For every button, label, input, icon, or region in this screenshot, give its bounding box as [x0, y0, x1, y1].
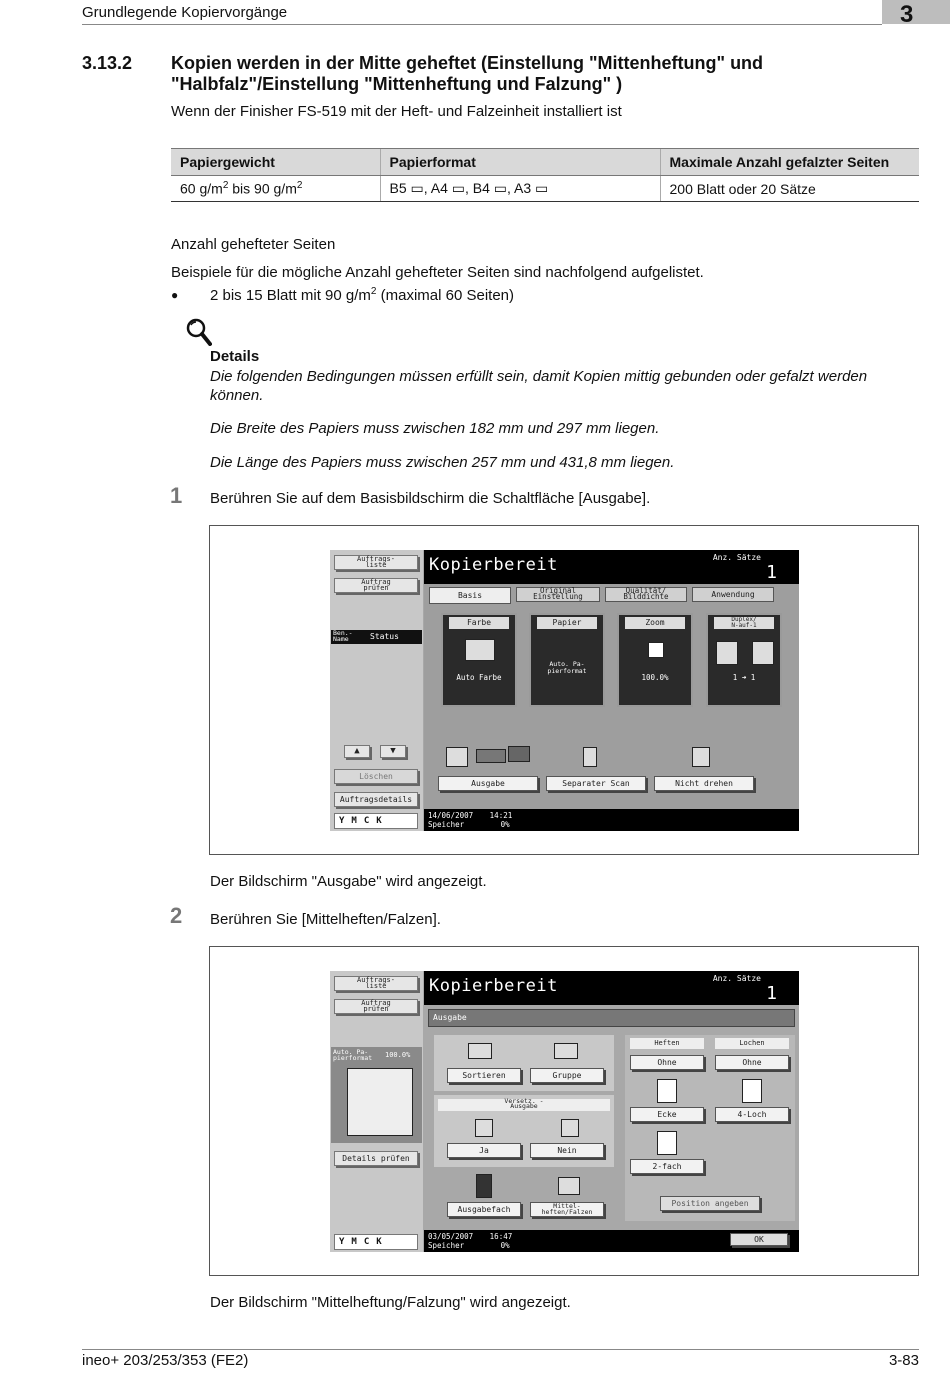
- left-panel: [330, 550, 423, 831]
- rotate-icon: [692, 747, 710, 767]
- job-list-button[interactable]: Auftrags- liste: [334, 976, 418, 991]
- zoom-icon: [648, 642, 664, 658]
- step-result: Der Bildschirm "Ausgabe" wird angezeigt.: [210, 873, 487, 890]
- job-list-button[interactable]: Auftrags- liste: [334, 555, 418, 570]
- toner-indicator: YMCK: [334, 813, 418, 829]
- time-text: 14:21: [489, 811, 513, 820]
- job-details-button[interactable]: Auftragsdetails: [334, 792, 418, 807]
- copier-screen-basis: [330, 550, 799, 831]
- scroll-up-button[interactable]: ▲: [344, 745, 370, 758]
- toner-indicator: YMCK: [334, 1234, 418, 1250]
- table-header-row: [171, 149, 919, 176]
- check-job-button[interactable]: Auftrag prüfen: [334, 999, 418, 1014]
- footer-rule: [82, 1349, 919, 1350]
- copies-label: Anz. Sätze: [712, 553, 761, 562]
- sort-button[interactable]: Sortieren: [447, 1068, 521, 1083]
- copies-count: 1: [766, 983, 777, 1004]
- screen-title: Kopierbereit: [429, 555, 558, 575]
- step-number: 2: [170, 903, 183, 928]
- output-tray-icon: [476, 1174, 492, 1198]
- group-button[interactable]: Gruppe: [530, 1068, 604, 1083]
- details-text: Die Breite des Papiers muss zwischen 182 mm und 297 mm liegen.: [210, 420, 660, 437]
- offset-no-button[interactable]: Nein: [530, 1143, 604, 1158]
- bullet-item: 2 bis 15 Blatt mit 90 $g/m^2$ (maximal 60 Seiten): [210, 286, 515, 304]
- four-hole-icon: [742, 1079, 762, 1103]
- step-number: 1: [170, 483, 183, 508]
- column-name: Ben.- Name: [333, 629, 353, 643]
- color-icon: [465, 639, 495, 661]
- fold-icon: [558, 1177, 580, 1195]
- table-cell-format: B5 ▭, A4 ▭, B4 ▭, A3 ▭: [380, 176, 660, 202]
- running-header: Grundlegende Kopiervorgänge: [82, 4, 288, 21]
- delete-button[interactable]: Löschen: [334, 769, 418, 784]
- panel-title: Ausgabe: [428, 1009, 795, 1027]
- two-staple-icon: [657, 1131, 677, 1155]
- table-row: [171, 176, 919, 202]
- offset-yes-button[interactable]: Ja: [447, 1143, 521, 1158]
- scroll-down-button[interactable]: ▼: [380, 745, 406, 758]
- section-intro: Wenn der Finisher FS-519 mit der Heft- und Falzeinheit installiert ist: [171, 103, 622, 120]
- chapter-tab: [882, 0, 950, 24]
- output-tray-button[interactable]: Ausgabefach: [447, 1202, 521, 1217]
- duplex-tile[interactable]: Duplex/ N-auf-1 1 ➜ 1: [706, 613, 782, 707]
- chapter-number: 3: [900, 1, 914, 28]
- no-rotate-button[interactable]: Nicht drehen: [654, 776, 754, 791]
- details-text: Die Länge des Papiers muss zwischen 257 mm und 431,8 mm liegen.: [210, 454, 675, 471]
- screenshot-frame: [209, 525, 919, 855]
- two-staple-button[interactable]: 2-fach: [630, 1159, 704, 1174]
- scan-icon: [583, 747, 597, 767]
- table-cell-max: 200 Blatt oder 20 Sätze: [660, 176, 919, 202]
- copier-screen-ausgabe: [330, 971, 799, 1252]
- date-text: 03/05/2007: [428, 1232, 474, 1241]
- copies-count: 1: [766, 562, 777, 583]
- header-rule: [82, 24, 882, 25]
- four-hole-button[interactable]: 4-Loch: [715, 1107, 789, 1122]
- left-panel: [330, 971, 423, 1252]
- check-details-button[interactable]: Details prüfen: [334, 1151, 418, 1166]
- details-text: Die folgenden Bedingungen müssen erfüllt sein, damit Kopien mittig gebunden oder gefalzt werden können.: [210, 368, 868, 404]
- punch-none-button[interactable]: Ohne: [715, 1055, 789, 1070]
- time-text: 16:47: [489, 1232, 513, 1241]
- offset-label: Versetz. - Ausgabe: [438, 1099, 610, 1111]
- table-cell-weight: 60 $g/m^2$ bis 90 $g/m^2$: [171, 176, 380, 202]
- staple-icon: [476, 749, 506, 763]
- center-staple-fold-button[interactable]: Mittel- heften/Falzen: [530, 1202, 604, 1217]
- position-button[interactable]: Position angeben: [660, 1196, 760, 1211]
- staple-none-button[interactable]: Ohne: [630, 1055, 704, 1070]
- spec-table: [171, 148, 919, 202]
- step-text: Berühren Sie auf dem Basisbildschirm die Schaltfläche [Ausgabe].: [210, 490, 651, 507]
- paragraph: Beispiele für die mögliche Anzahl gehefteter Seiten sind nachfolgend aufgelistet.: [171, 264, 704, 281]
- offset-yes-icon: [475, 1119, 493, 1137]
- punch-icon: [508, 746, 530, 762]
- ok-button[interactable]: OK: [730, 1233, 788, 1246]
- memory-value: 0%: [500, 1241, 510, 1250]
- table-header-cell: Papiergewicht: [171, 149, 380, 176]
- status-bar-top: [424, 550, 799, 584]
- bullet-icon: ●: [171, 288, 179, 302]
- page-number: 3-83: [888, 1352, 919, 1369]
- staple-label: Heften: [630, 1038, 704, 1049]
- separate-scan-button[interactable]: Separater Scan: [546, 776, 646, 791]
- offset-no-icon: [561, 1119, 579, 1137]
- corner-staple-icon: [657, 1079, 677, 1103]
- step-result: Der Bildschirm "Mittelheftung/Falzung" wird angezeigt.: [210, 1294, 571, 1311]
- table-header-cell: Papierformat: [380, 149, 660, 176]
- footer-product: ineo+ 203/253/353 (FE2): [82, 1352, 249, 1369]
- memory-value: 0%: [500, 820, 510, 829]
- duplex-icon: [716, 641, 738, 665]
- copies-label: Anz. Sätze: [712, 974, 761, 983]
- group-icon: [554, 1043, 578, 1059]
- table-header-cell: Maximale Anzahl gefalzter Seiten: [660, 149, 919, 176]
- sort-icon: [468, 1043, 492, 1059]
- status-bar-top: [424, 971, 799, 1005]
- tab-original[interactable]: Original Einstellung: [516, 587, 600, 602]
- duplex-icon: [752, 641, 774, 665]
- sort-icon: [446, 747, 468, 767]
- memory-label: Speicher: [428, 1241, 465, 1250]
- color-tile[interactable]: Farbe Auto Farbe: [441, 613, 517, 707]
- tab-basis[interactable]: Basis: [429, 587, 511, 604]
- step-text: Berühren Sie [Mittelheften/Falzen].: [210, 911, 441, 928]
- output-button[interactable]: Ausgabe: [438, 776, 538, 791]
- screen-title: Kopierbereit: [429, 976, 558, 996]
- screenshot-frame: [209, 946, 919, 1276]
- preview-icon: [347, 1068, 413, 1136]
- magnifier-icon: [186, 318, 212, 346]
- tab-quality[interactable]: Qualität/ Bilddichte: [605, 587, 687, 602]
- corner-button[interactable]: Ecke: [630, 1107, 704, 1122]
- paper-tile[interactable]: Papier Auto. Pa- pierformat: [529, 613, 605, 707]
- punch-label: Lochen: [715, 1038, 789, 1049]
- paper-info: Auto. Pa- pierformat: [333, 1048, 373, 1062]
- zoom-tile[interactable]: Zoom 100.0%: [617, 613, 693, 707]
- section-number: 3.13.2: [82, 53, 133, 73]
- tab-application[interactable]: Anwendung: [692, 587, 774, 602]
- memory-label: Speicher: [428, 820, 465, 829]
- check-job-button[interactable]: Auftrag prüfen: [334, 578, 418, 593]
- paragraph: Anzahl gehefteter Seiten: [171, 236, 336, 253]
- status-bar-bottom: [424, 809, 799, 831]
- details-label: Details: [210, 348, 260, 365]
- zoom-info: 100.0%: [385, 1051, 411, 1059]
- section-title: Kopien werden in der Mitte geheftet (Einstellung "Mittenheftung" und "Halbfalz"/Einstellung "Mittenheftung und Falzung" ): [171, 53, 764, 94]
- date-text: 14/06/2007: [428, 811, 474, 820]
- column-status: Status: [370, 632, 399, 641]
